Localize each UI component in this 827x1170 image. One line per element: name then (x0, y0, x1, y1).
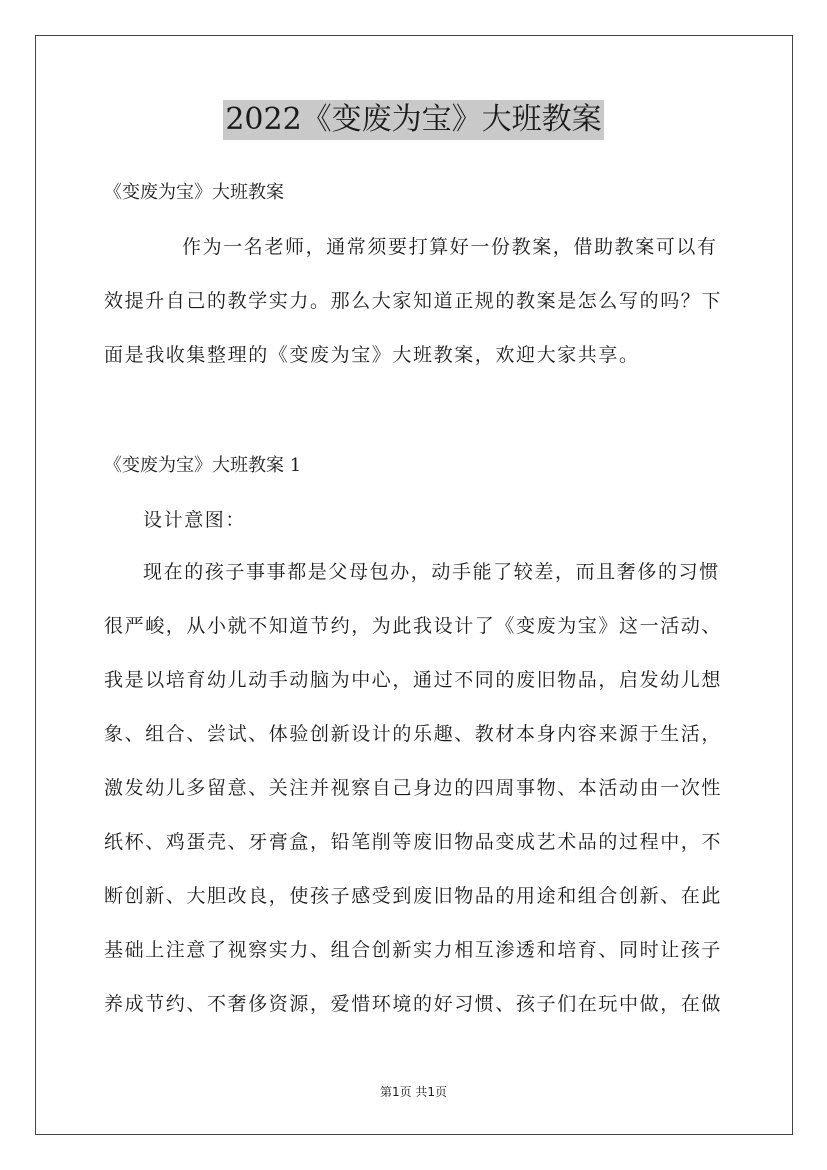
body-line: 养成节约、不奢侈资源，爱惜环境的好习惯、孩子们在玩中做，在做 (104, 993, 723, 1015)
body-line: 象、组合、尝试、体验创新设计的乐趣、教材本身内容来源于生活， (104, 723, 723, 745)
body-line: 激发幼儿多留意、关注并视察自己身边的四周事物、本活动由一次性 (104, 777, 723, 799)
page-number-footer: 第1页 共1页 (379, 1085, 448, 1099)
body-line: 断创新、大胆改良，使孩子感受到废旧物品的用途和组合创新、在此 (104, 885, 723, 907)
body-line: 我是以培育幼儿动手动脑为中心，通过不同的废旧物品，启发幼儿想 (104, 669, 723, 691)
body-line: 很严峻，从小就不知道节约，为此我设计了《变废为宝》这一活动、 (104, 615, 723, 637)
title-container (0, 100, 827, 140)
intro-line: 效提升自己的教学实力。那么大家知道正规的教案是怎么写的吗？下 (104, 290, 723, 312)
design-heading: 设计意图： (143, 509, 247, 531)
body-line: 基础上注意了视察实力、组合创新实力相互渗透和培育、同时让孩子 (104, 939, 723, 961)
intro-line: 面是我收集整理的《变废为宝》大班教案，欢迎大家共享。 (104, 344, 640, 366)
section-title: 《变废为宝》大班教案 1 (104, 455, 302, 476)
body-line: 现在的孩子事事都是父母包办，动手能了较差，而且奢侈的习惯 (143, 561, 720, 583)
body-line: 纸杯、鸡蛋壳、牙膏盒，铅笔削等废旧物品变成艺术品的过程中，不 (104, 831, 723, 853)
document-title: 2022《变废为宝》大班教案 (223, 100, 603, 140)
intro-line: 作为一名老师，通常须要打算好一份教案，借助教案可以有 (182, 236, 718, 258)
document-subtitle: 《变废为宝》大班教案 (104, 182, 284, 203)
